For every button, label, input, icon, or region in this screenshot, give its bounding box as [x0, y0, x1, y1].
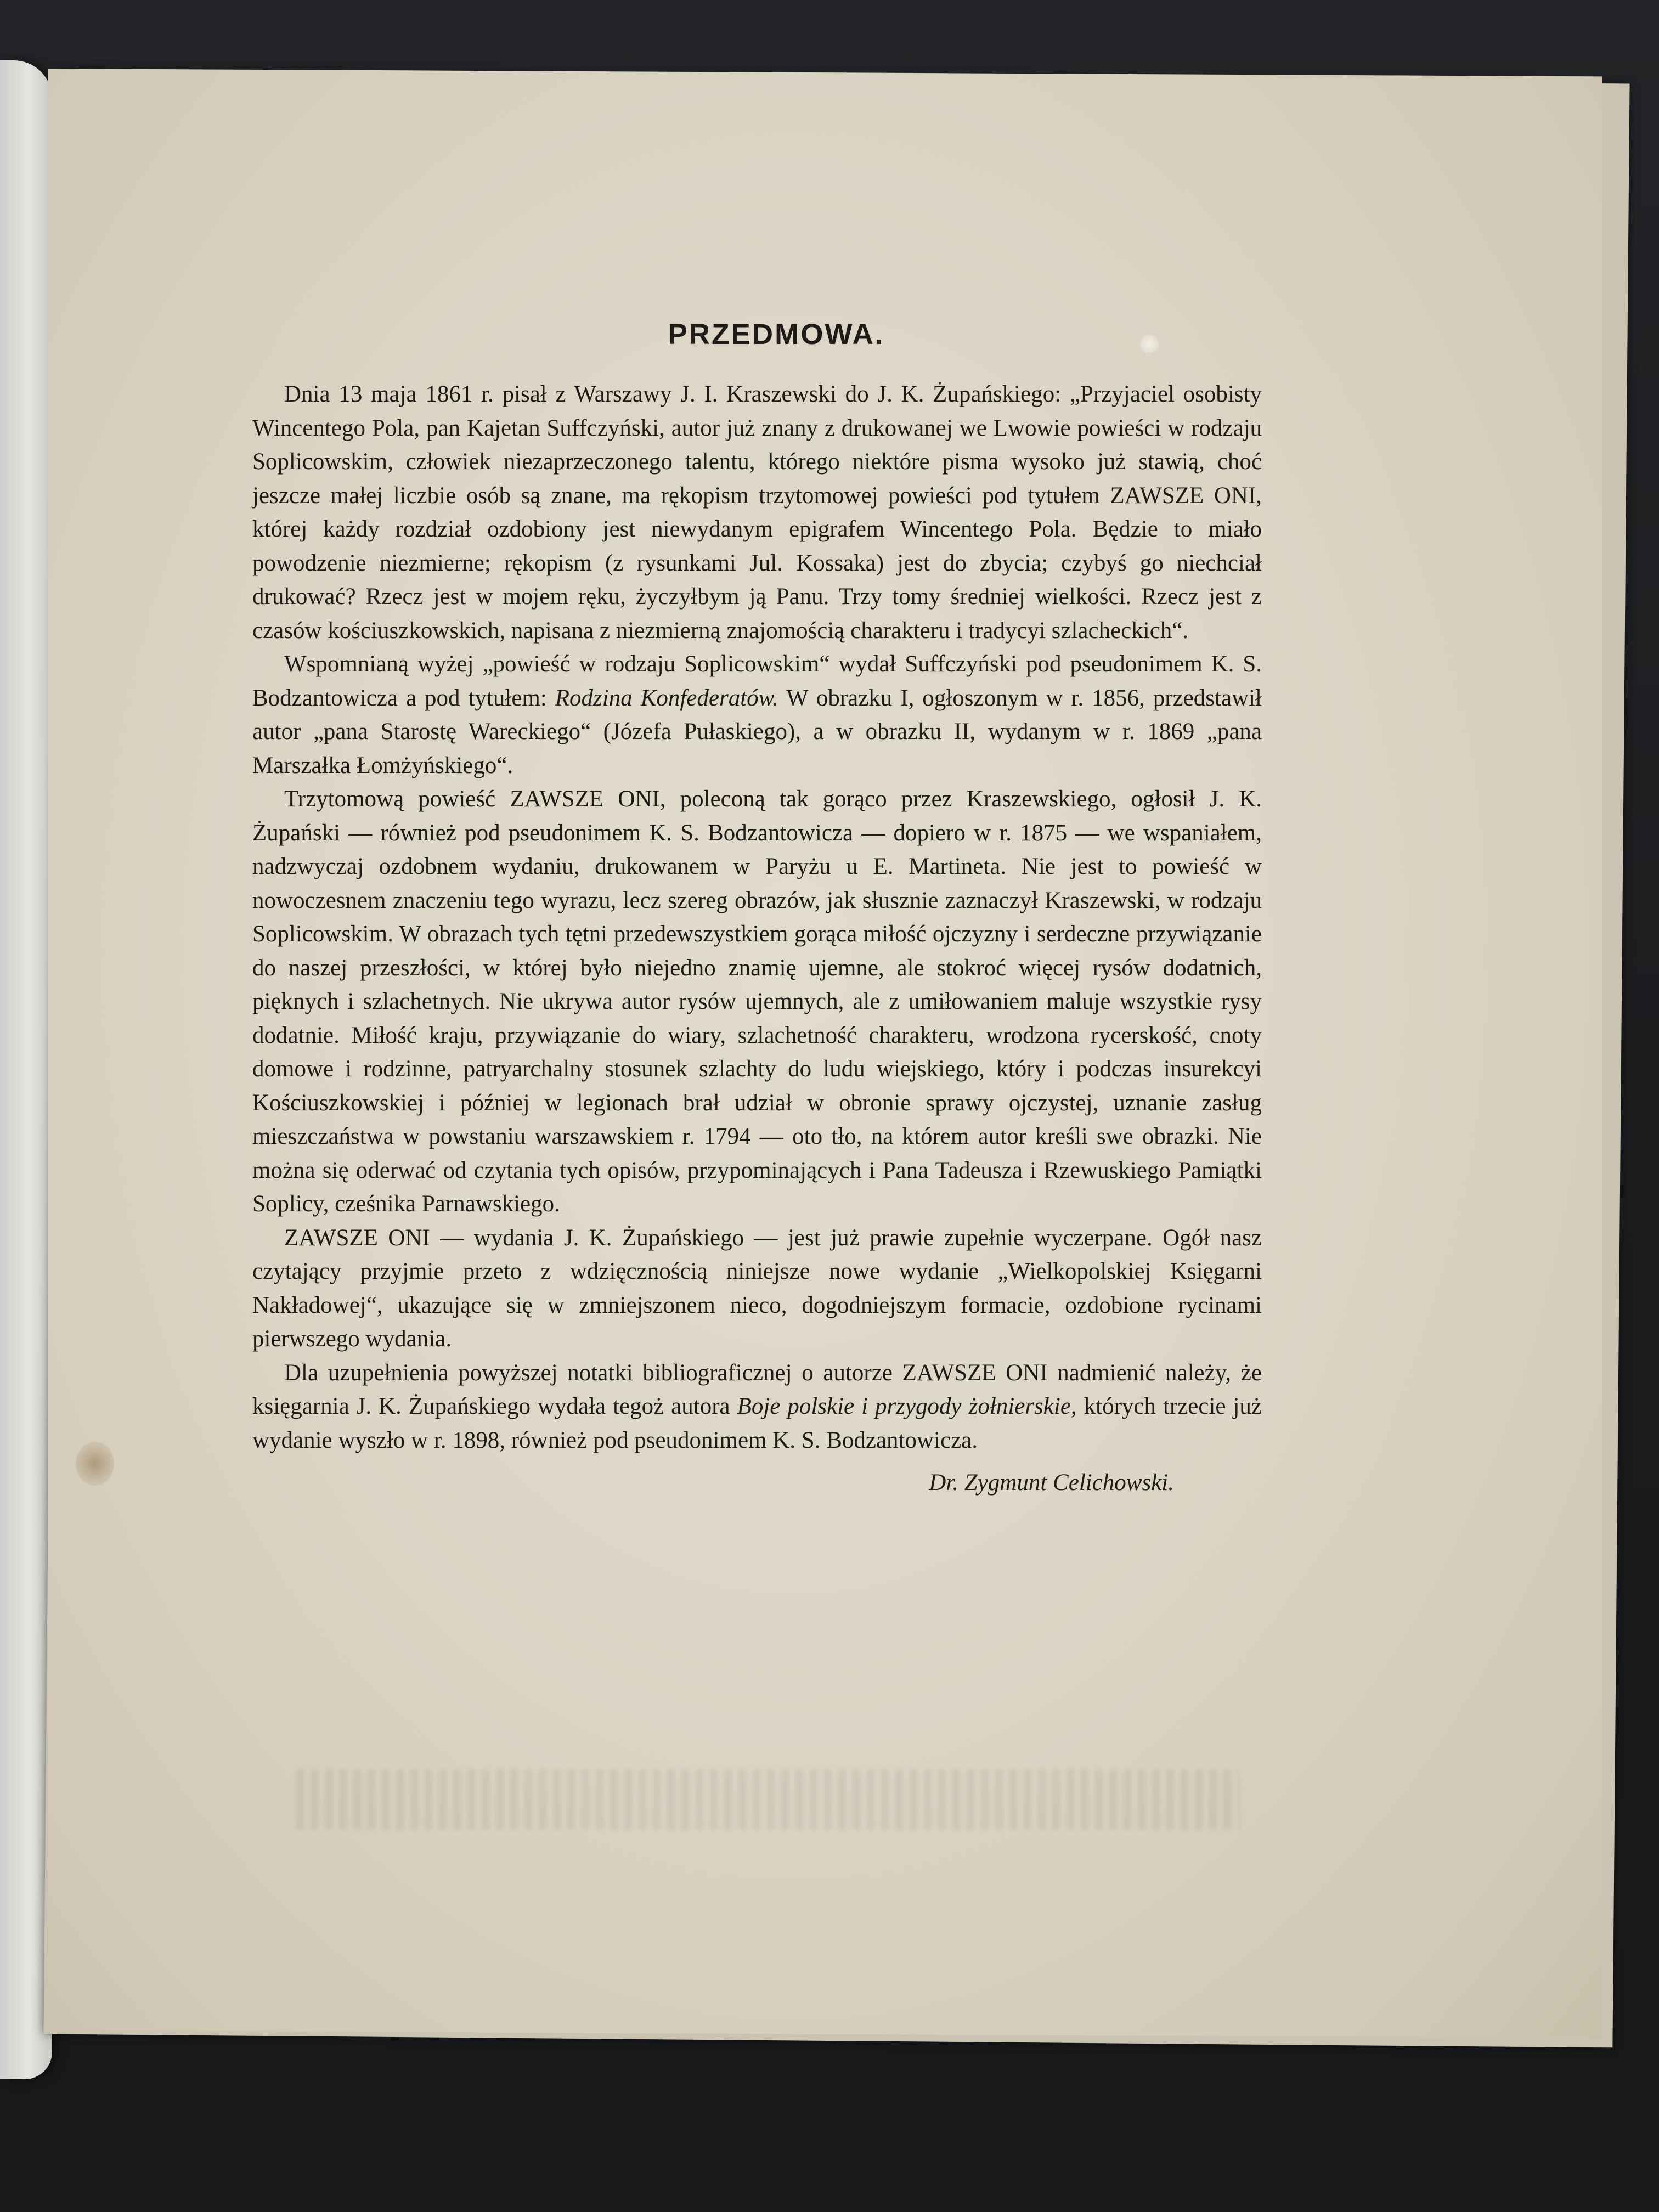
paragraph-4: ZAWSZE ONI — wydania J. K. Żupańskiego — jest już prawie zupełnie wyczerpane. Ogół nasz czytający przyjmie przeto z wdzięcznością niniejsze nowe wydanie „Wielkopolskiej Księgarni Nakładowej“, ukazujące się w zmniejszonem nieco, dogodniejszym formacie, ozdobione rycinami pierwszego wydania.: [252, 1224, 1262, 1352]
preface-text: [252, 318, 1262, 1500]
paragraph-2: [252, 647, 1262, 782]
foxing-stain: [76, 1442, 114, 1486]
paragraph-5: [252, 1356, 1262, 1458]
book-title-boje-polskie: Boje polskie i przygody żołnierskie,: [737, 1393, 1077, 1419]
paragraph-5-text-a: Dla uzupełnienia powyższej notatki bibliograficznej o autorze ZAWSZE ONI nadmienić należy, że księgarnia J. K. Żupańskiego wydała tegoż autora: [252, 1359, 1262, 1419]
paragraph-3: Trzytomową powieść ZAWSZE ONI, poleconą tak gorąco przez Kraszewskiego, ogłosił J. K. Żupański — również pod pseudonimem K. S. Bodzantowicza — dopiero w r. 1875 — we wspaniałem, nadzwyczaj ozdobnem wydaniu, drukowanem w Paryżu u E. Martineta. Nie jest to powieść w nowoczesnem znaczeniu tego wyrazu, lecz szereg obrazów, jak słusznie zaznaczył Kraszewski, w rodzaju Soplicowskim. W obrazach tych tętni przedewszystkiem gorąca miłość ojczyzny i serdeczne przywiązanie do naszej przeszłości, w której było niejedno znamię ujemne, ale stokroć więcej rysów dodatnich, pięknych i szlachetnych. Nie ukrywa autor rysów ujemnych, ale z umiłowaniem maluje wszystkie rysy dodatnie. Miłość kraju, przywiązanie do wiary, szlachetność charakteru, wrodzona rycerskość, cnoty domowe i rodzinne, patryarchalny stosunek szlachty do ludu wiejskiego, który i podczas insurekcyi Kościuszkowskiej i później w legionach brał udział w obronie sprawy ojczystej, uznanie zasług mieszczaństwa w powstaniu warszawskiem r. 1794 — oto tło, na którem autor kreśli swe obrazki. Nie można się oderwać od czytania tych opisów, przypominających i Pana Tadeusza i Rzewuskiego Pamiątki Soplicy, cześnika Parnawskiego.: [252, 786, 1262, 1217]
left-page-edge: [0, 60, 52, 2079]
show-through-text: [296, 1769, 1240, 1830]
paragraph-5-text-b: których trzecie już wydanie wyszło w r. 1898, również pod pseudonimem K. S. Bodzantowicza.: [252, 1393, 1262, 1453]
author-signature: Dr. Zygmunt Celichowski.: [929, 1470, 1174, 1496]
book-title-rodzina-konfederatow: Rodzina Konfederatów.: [555, 685, 778, 711]
paragraph-1: Dnia 13 maja 1861 r. pisał z Warszawy J. I. Kraszewski do J. K. Żupańskiego: „Przyjaciel osobisty Wincentego Pola, pan Kajetan Suffczyński, autor już znany z drukowanej we Lwowie powieści w rodzaju Soplicowskim, człowiek niezaprzeczonego talentu, którego niektóre pisma wysoko już stawią, choć jeszcze małej liczbie osób są znane, ma rękopism trzytomowej powieści pod tytułem ZAWSZE ONI, której każdy rozdział ozdobiony jest niewydanym epigrafem Wincentego Pola. Będzie to miało powodzenie niezmierne; rękopism (z rysunkami Jul. Kossaka) jest do zbycia; czybyś go niechciał drukować? Rzecz jest w mojem ręku, życzyłbym ją Panu. Trzy tomy średniej wielkości. Rzecz jest z czasów kościuszkowskich, napisana z niezmierną znajomością charakteru i tradycyi szlacheckich“.: [252, 381, 1262, 644]
paragraph-2-text-a: Wspomnianą wyżej „powieść w rodzaju Soplicowskim“ wydał Suffczyński pod pseudonimem K. S. Bodzantowicza a pod tytułem:: [252, 651, 1262, 711]
paragraph-2-text-b: W obrazku I, ogłoszonym w r. 1856, przedstawił autor „pana Starostę Wareckiego“ (Józefa Pułaskiego), a w obrazku II, wydanym w r. 1869 „pana Marszałka Łomżyńskiego“.: [252, 685, 1262, 778]
page-title: PRZEDMOWA.: [668, 318, 885, 351]
